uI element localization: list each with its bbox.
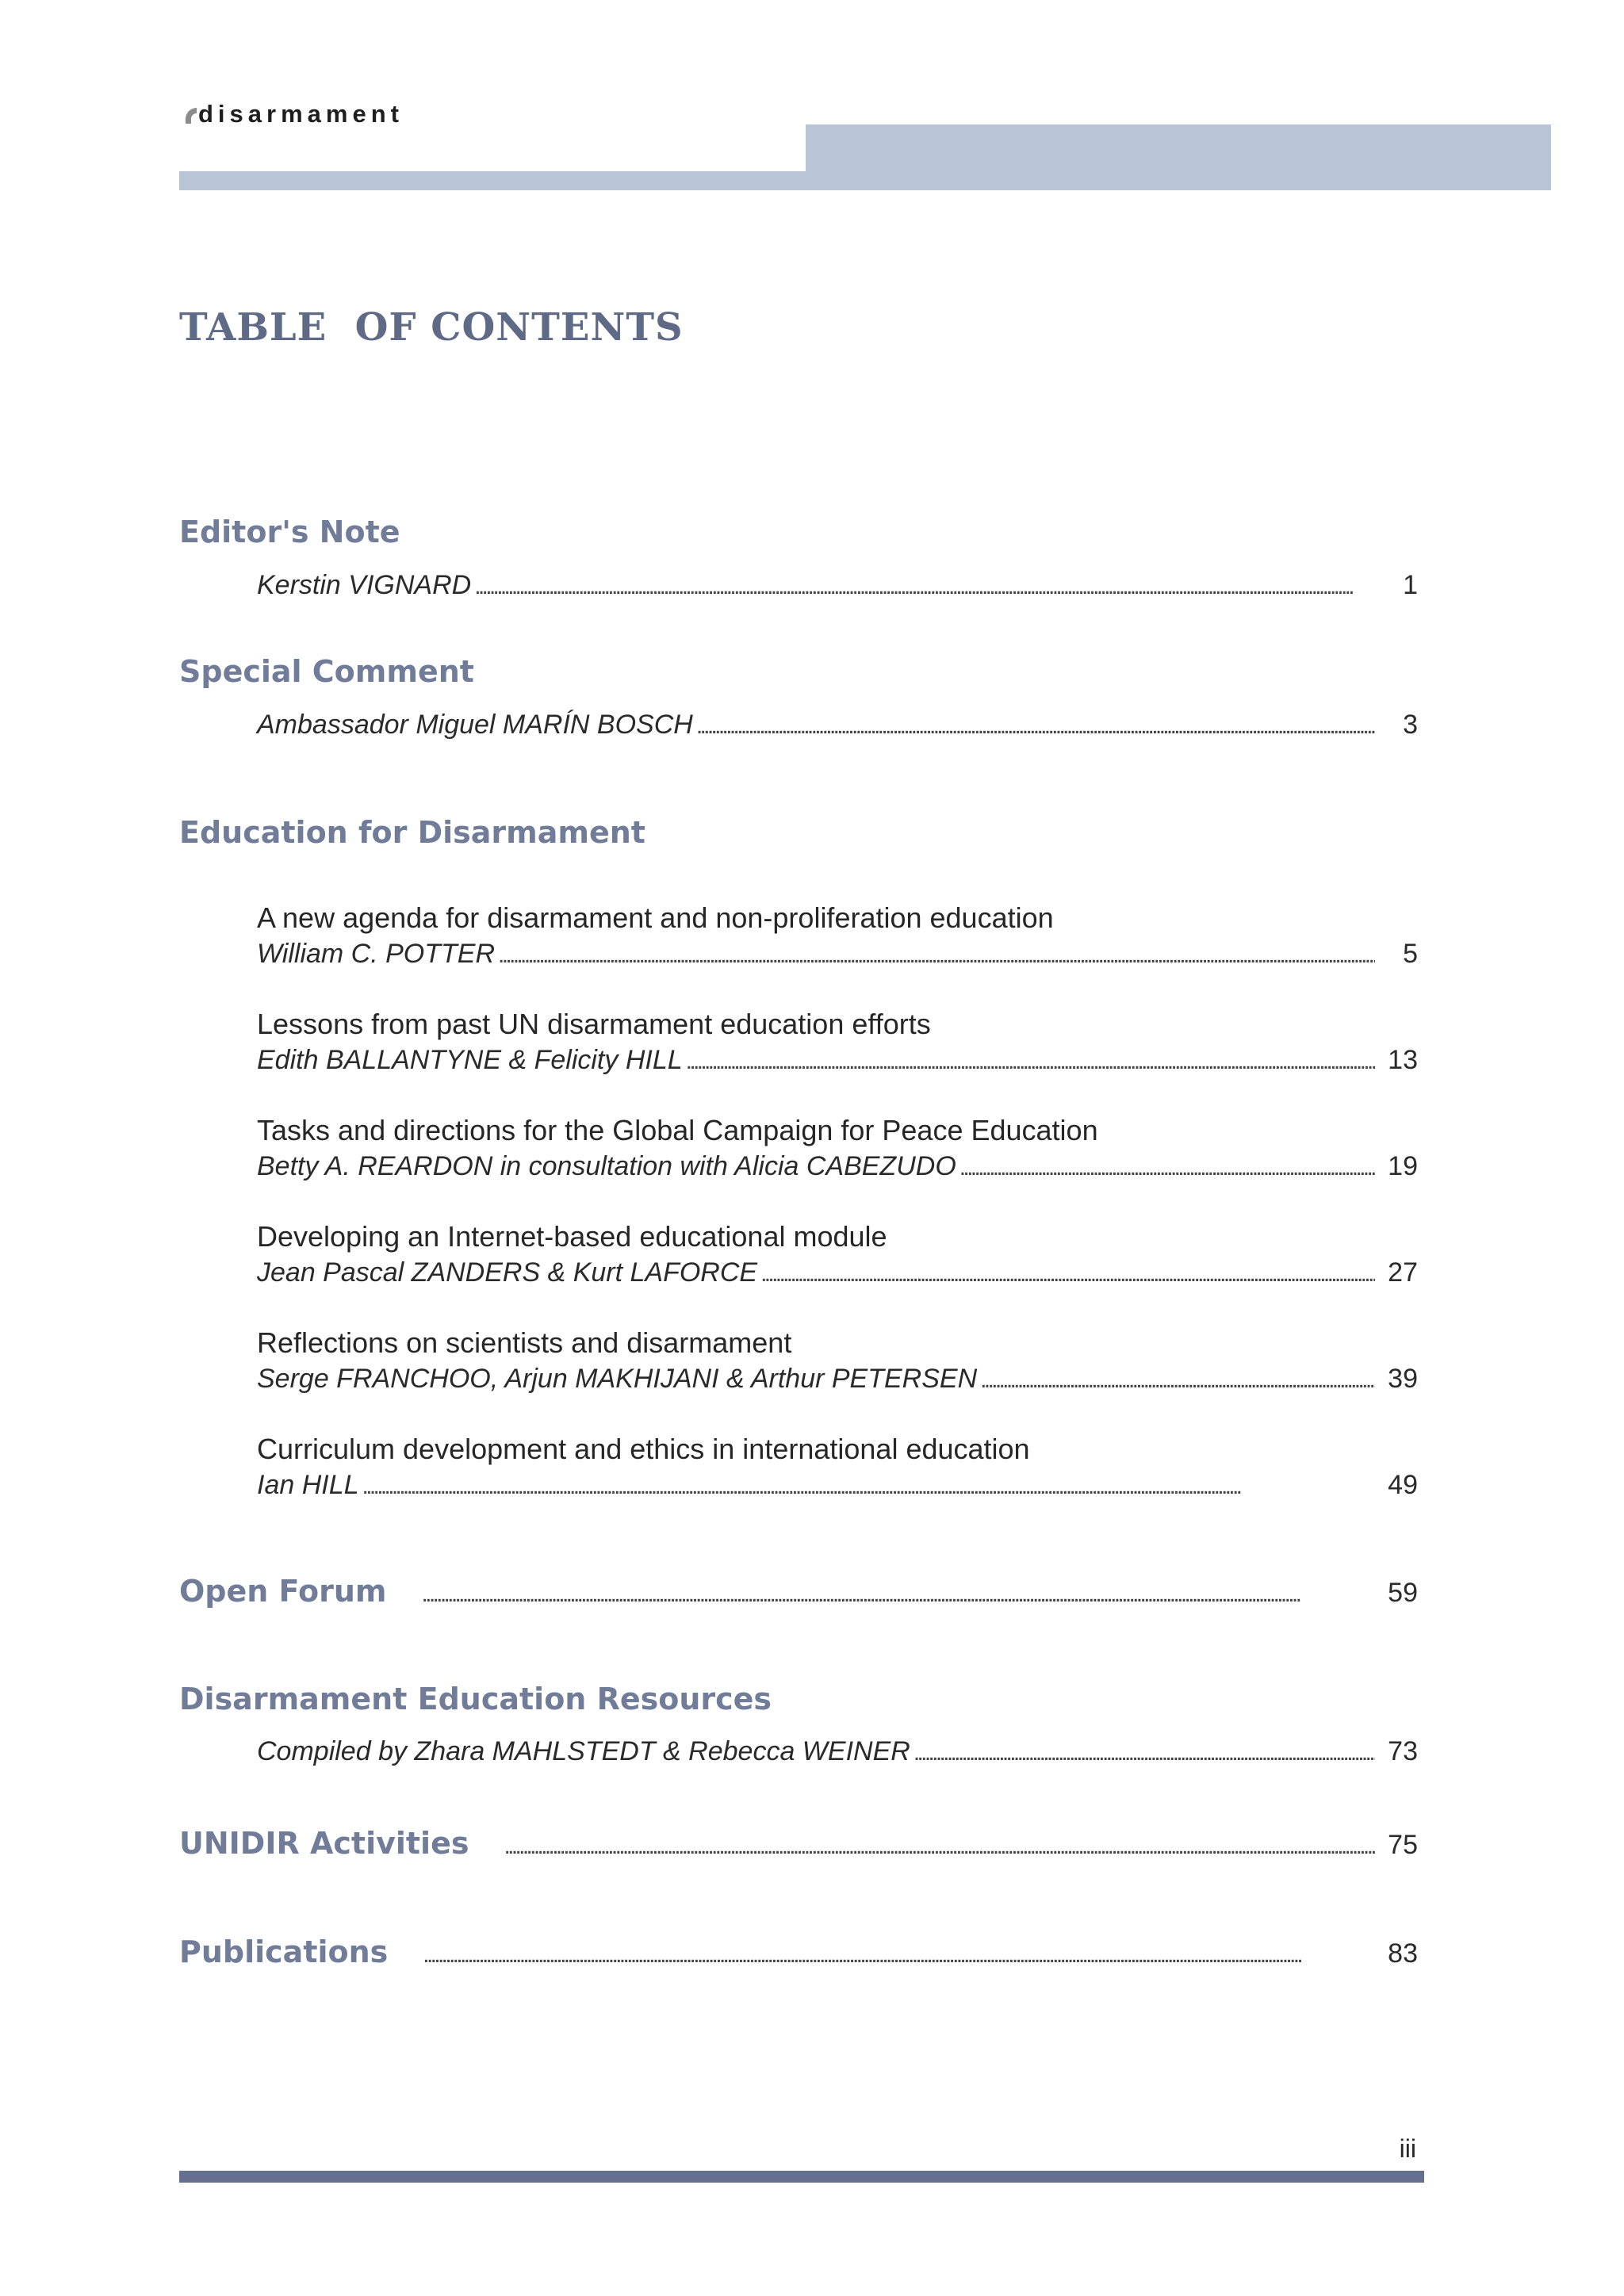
header-band-left [179, 171, 806, 190]
footer-page-number: iii [1399, 2134, 1416, 2163]
dot-leader [421, 1582, 1375, 1606]
author: Ian HILL [257, 1470, 359, 1500]
page-number: 19 [1388, 1151, 1418, 1181]
section-open-forum: Open Forum [179, 1574, 387, 1609]
toc-entry-special-comment [257, 711, 1418, 738]
author: William C. POTTER [257, 939, 496, 969]
section-education-for-disarmament: Education for Disarmament [179, 815, 645, 850]
journal-logo [186, 100, 404, 128]
page-number: 59 [1388, 1578, 1418, 1608]
page-number: 3 [1403, 710, 1418, 740]
journal-logo-mark [186, 108, 197, 124]
toc-entry-article [257, 1365, 1418, 1392]
toc-entry-publications [179, 1934, 1418, 1969]
section-education-resources: Disarmament Education Resources [179, 1682, 772, 1716]
toc-entry-article [257, 1259, 1418, 1286]
article-title: Lessons from past UN disarmament education efforts [257, 1008, 931, 1040]
article-title: Developing an Internet-based educational module [257, 1220, 887, 1253]
author: Compiled by Zhara MAHLSTEDT & Rebecca WEINER [257, 1736, 910, 1766]
author: Serge FRANCHOO, Arjun MAKHIJANI & Arthur PETERSEN [257, 1364, 978, 1394]
dot-leader [914, 1738, 1375, 1765]
dot-leader [474, 572, 1375, 599]
author: Betty A. REARDON in consultation with Alicia CABEZUDO [257, 1151, 956, 1181]
page-number: 13 [1388, 1045, 1418, 1075]
toc-entry-unidir-activities [179, 1826, 1418, 1861]
section-publications: Publications [179, 1934, 389, 1969]
dot-leader [498, 940, 1375, 967]
dot-leader [696, 711, 1375, 738]
author: Edith BALLANTYNE & Felicity HILL [257, 1045, 683, 1075]
section-unidir-activities: UNIDIR Activities [179, 1826, 469, 1861]
dot-leader [504, 1835, 1375, 1858]
dot-leader [760, 1259, 1375, 1286]
toc-entry-resources [257, 1738, 1418, 1765]
page-number: 49 [1388, 1470, 1418, 1500]
page-number: 39 [1388, 1364, 1418, 1394]
article-title: Curriculum development and ethics in international education [257, 1433, 1030, 1465]
page-number: 5 [1403, 939, 1418, 969]
toc-entry-editors-note [257, 572, 1418, 599]
page-number: 73 [1388, 1736, 1418, 1766]
dot-leader [959, 1153, 1375, 1180]
toc-entry-article [257, 1153, 1418, 1180]
dot-leader [686, 1047, 1375, 1073]
footer-bar [179, 2171, 1424, 2183]
toc-entry-article [257, 940, 1418, 967]
author: Ambassador Miguel MARÍN BOSCH [257, 710, 693, 740]
article-title: Tasks and directions for the Global Campaign for Peace Education [257, 1114, 1098, 1146]
header-band-right [806, 124, 1551, 190]
page-title: TABLE OF CONTENTS [179, 305, 684, 350]
page-number: 27 [1388, 1257, 1418, 1288]
page-number: 83 [1388, 1938, 1418, 1969]
article-title: A new agenda for disarmament and non-proliferation education [257, 901, 1054, 934]
toc-entry-article [257, 1047, 1418, 1073]
article-title: Reflections on scientists and disarmament [257, 1326, 792, 1359]
toc-entry-article [257, 1471, 1418, 1498]
dot-leader [362, 1471, 1375, 1498]
dot-leader [980, 1365, 1375, 1392]
author: Jean Pascal ZANDERS & Kurt LAFORCE [257, 1257, 758, 1288]
page-number: 75 [1388, 1830, 1418, 1860]
logo-text: disarmament [198, 100, 404, 128]
page-number: 1 [1403, 570, 1418, 600]
dot-leader [423, 1943, 1375, 1967]
author: Kerstin VIGNARD [257, 570, 472, 600]
toc-entry-open-forum [179, 1574, 1418, 1609]
section-special-comment: Special Comment [179, 654, 474, 689]
section-editors-note: Editor's Note [179, 515, 400, 549]
